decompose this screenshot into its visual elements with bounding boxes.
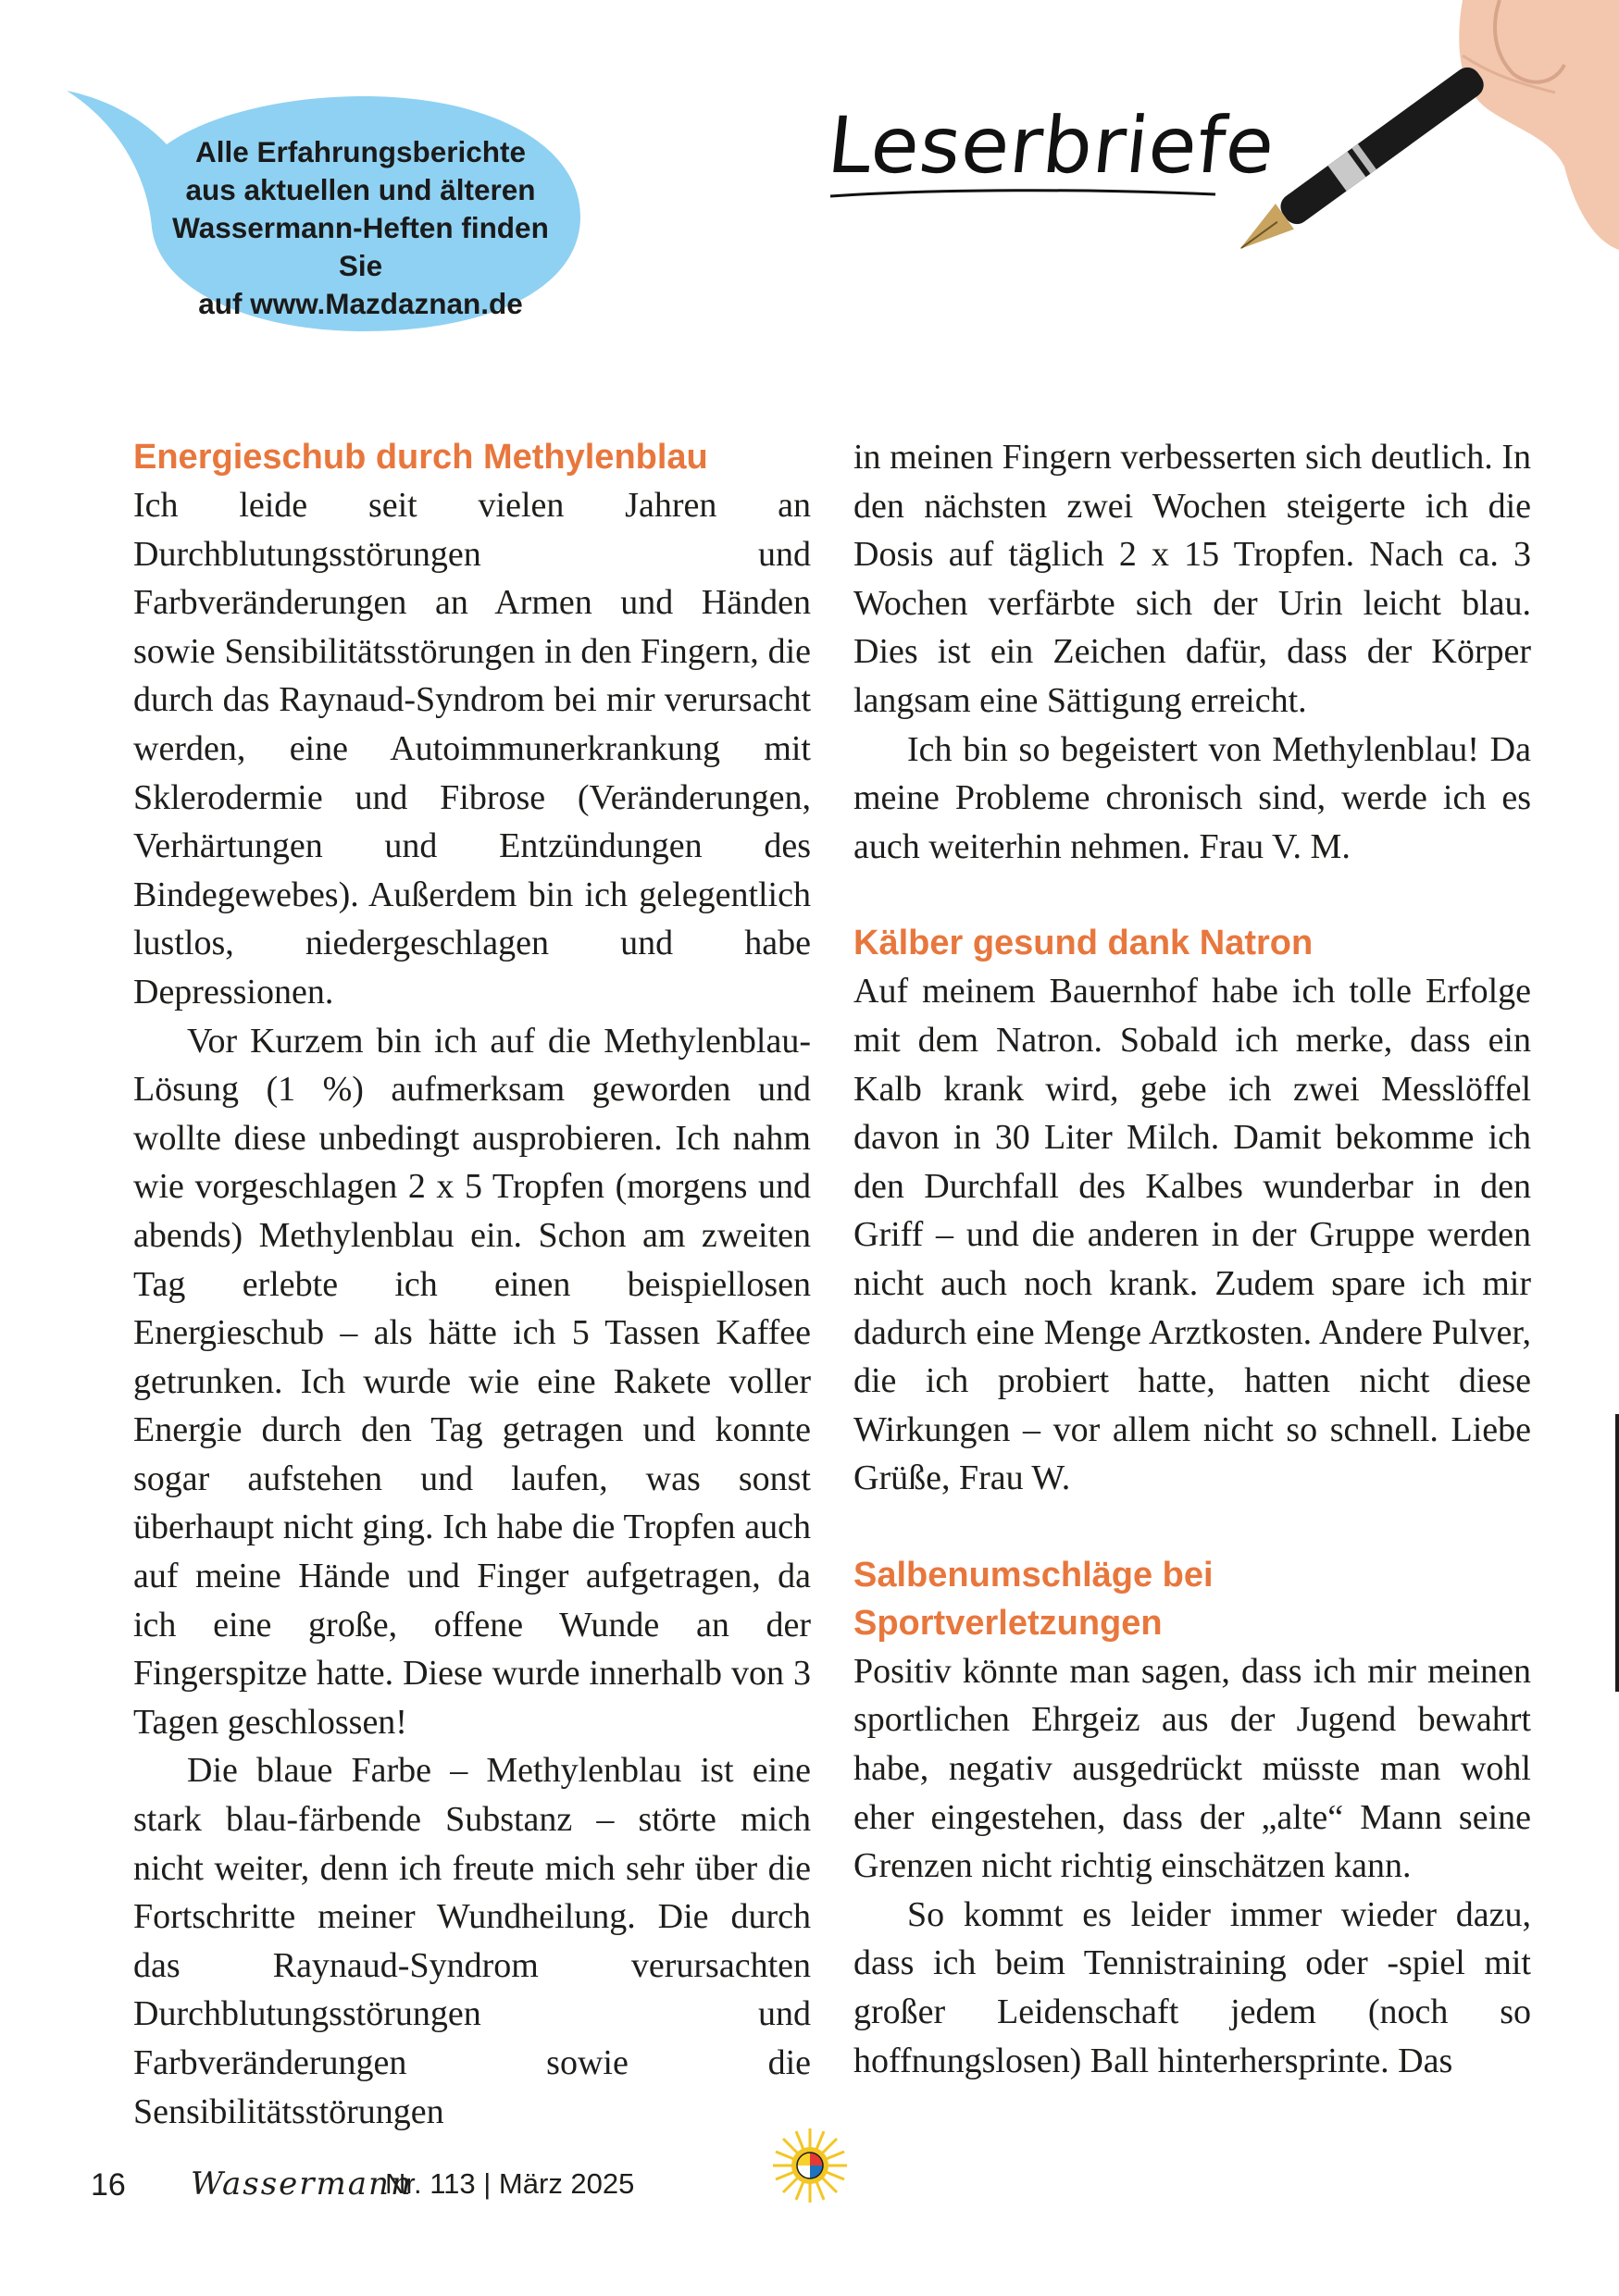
article-heading-methylenblau: Energieschub durch Methylenblau [133, 438, 708, 477]
article-heading-salbenumschlaege [853, 1551, 1531, 1647]
page-edge-rule [1615, 1414, 1619, 1692]
title-underline [828, 185, 1217, 204]
article-paragraph: Die blaue Farbe – Methylenblau ist eine stark blau-färbende Substanz – störte mich nicht weiter, denn ich freute mich sehr über die Fortschritte meiner Wundheilung. Die durch das Raynaud-Syndrom verursachten Durchblutungsstörungen und Farbveränderungen sowie die Sensibilitätsstörungen [133, 1751, 811, 2131]
page-number: 16 [91, 2167, 126, 2203]
bubble-line: Alle Erfahrungsberichte [194, 135, 527, 168]
bubble-line: Wassermann-Heften finden Sie [172, 211, 549, 282]
heading-line: Salbenumschläge bei [853, 1555, 1214, 1595]
bubble-link-line[interactable]: auf www.Mazdaznan.de [198, 287, 523, 320]
right-column [853, 433, 1531, 2085]
sun-logo-icon [771, 2127, 849, 2204]
article-paragraph: So kommt es leider immer wieder dazu, dass ich beim Tennistraining oder -spiel mit großer Leidenschaft jedem (noch so hoffnungslosen) Ball hinterhersprinte. Das [853, 1894, 1531, 2080]
article-paragraph: Auf meinem Bauernhof habe ich tolle Erfolge mit dem Natron. Sobald ich merke, dass ein Kalb krank wird, gebe ich zwei Messlöffel davon in 30 Liter Milch. Damit bekomme ich den Durchfall des Kalbes wunderbar in den Griff – und die anderen in der Gruppe werden nicht auch noch krank. Zudem spare ich mir dadurch eine Menge Arztkosten. Andere Pulver, die ich probiert hatte, hatten nicht diese Wirkungen – vor allem nicht so schnell. Liebe Grüße, Frau W. [853, 972, 1531, 1498]
heading-line: Sportverletzungen [853, 1603, 1163, 1643]
issue-info: Nr. 113 | März 2025 [385, 2167, 635, 2200]
left-column [133, 433, 811, 2136]
article-heading-natron: Kälber gesund dank Natron [853, 924, 1314, 963]
section-title: Leserbriefe [823, 100, 1280, 191]
info-bubble [67, 89, 585, 333]
fountain-pen-hand-icon [1185, 0, 1619, 250]
article-paragraph: Vor Kurzem bin ich auf die Methylenblau-Lösung (1 %) aufmerksam geworden und wollte diese unbedingt ausprobieren. Ich nahm wie vorgeschlagen 2 x 5 Tropfen (morgens und abends) Methylenblau ein. Schon am zweiten Tag erlebte ich einen beispiellosen Energieschub – als hätte ich 5 Tassen Kaffee getrunken. Ich wurde wie eine Rakete voller Energie durch den Tag getragen und konnte sogar aufstehen und laufen, was sonst überhaupt nicht ging. Ich habe die Tropfen auch auf meine Hände und Finger aufgetragen, da ich eine große, offene Wunde an der Fingerspitze hatte. Diese wurde innerhalb von 3 Tagen geschlossen! [133, 1021, 811, 1742]
magazine-name: Wassermann [191, 2166, 413, 2203]
bubble-line: aus aktuellen und älteren [185, 173, 536, 206]
article-paragraph-continued: in meinen Fingern verbesserten sich deutlich. In den nächsten zwei Wochen steigerte ich die Dosis auf täglich 2 x 15 Tropfen. Nach ca. 3 Wochen verfärbte sich der Urin leicht blau. Dies ist ein Zeichen dafür, dass der Körper langsam eine Sättigung erreicht. [853, 438, 1531, 720]
article-paragraph: Ich bin so begeistert von Methylenblau! Da meine Probleme chronisch sind, werde ich es auch weiterhin nehmen. Frau V. M. [853, 729, 1531, 866]
bubble-text [155, 133, 567, 323]
article-paragraph: Ich leide seit vielen Jahren an Durchblutungsstörungen und Farbveränderungen an Armen und Händen sowie Sensibilitätsstörungen in den Fingern, die durch das Raynaud-Syndrom bei mir verursacht werden, eine Autoimmunerkrankung mit Sklerodermie und Fibrose (Veränderungen, Verhärtungen und Entzündungen des Bindegewebes). Außerdem bin ich gelegentlich lustlos, niedergeschlagen und habe Depressionen. [133, 486, 811, 1011]
article-paragraph: Positiv könnte man sagen, dass ich mir meinen sportlichen Ehrgeiz aus der Jugend bewahrt habe, negativ ausgedrückt müsste man wohl eher eingestehen, dass der „alte“ Mann seine Grenzen nicht richtig einschätzen kann. [853, 1651, 1531, 1886]
